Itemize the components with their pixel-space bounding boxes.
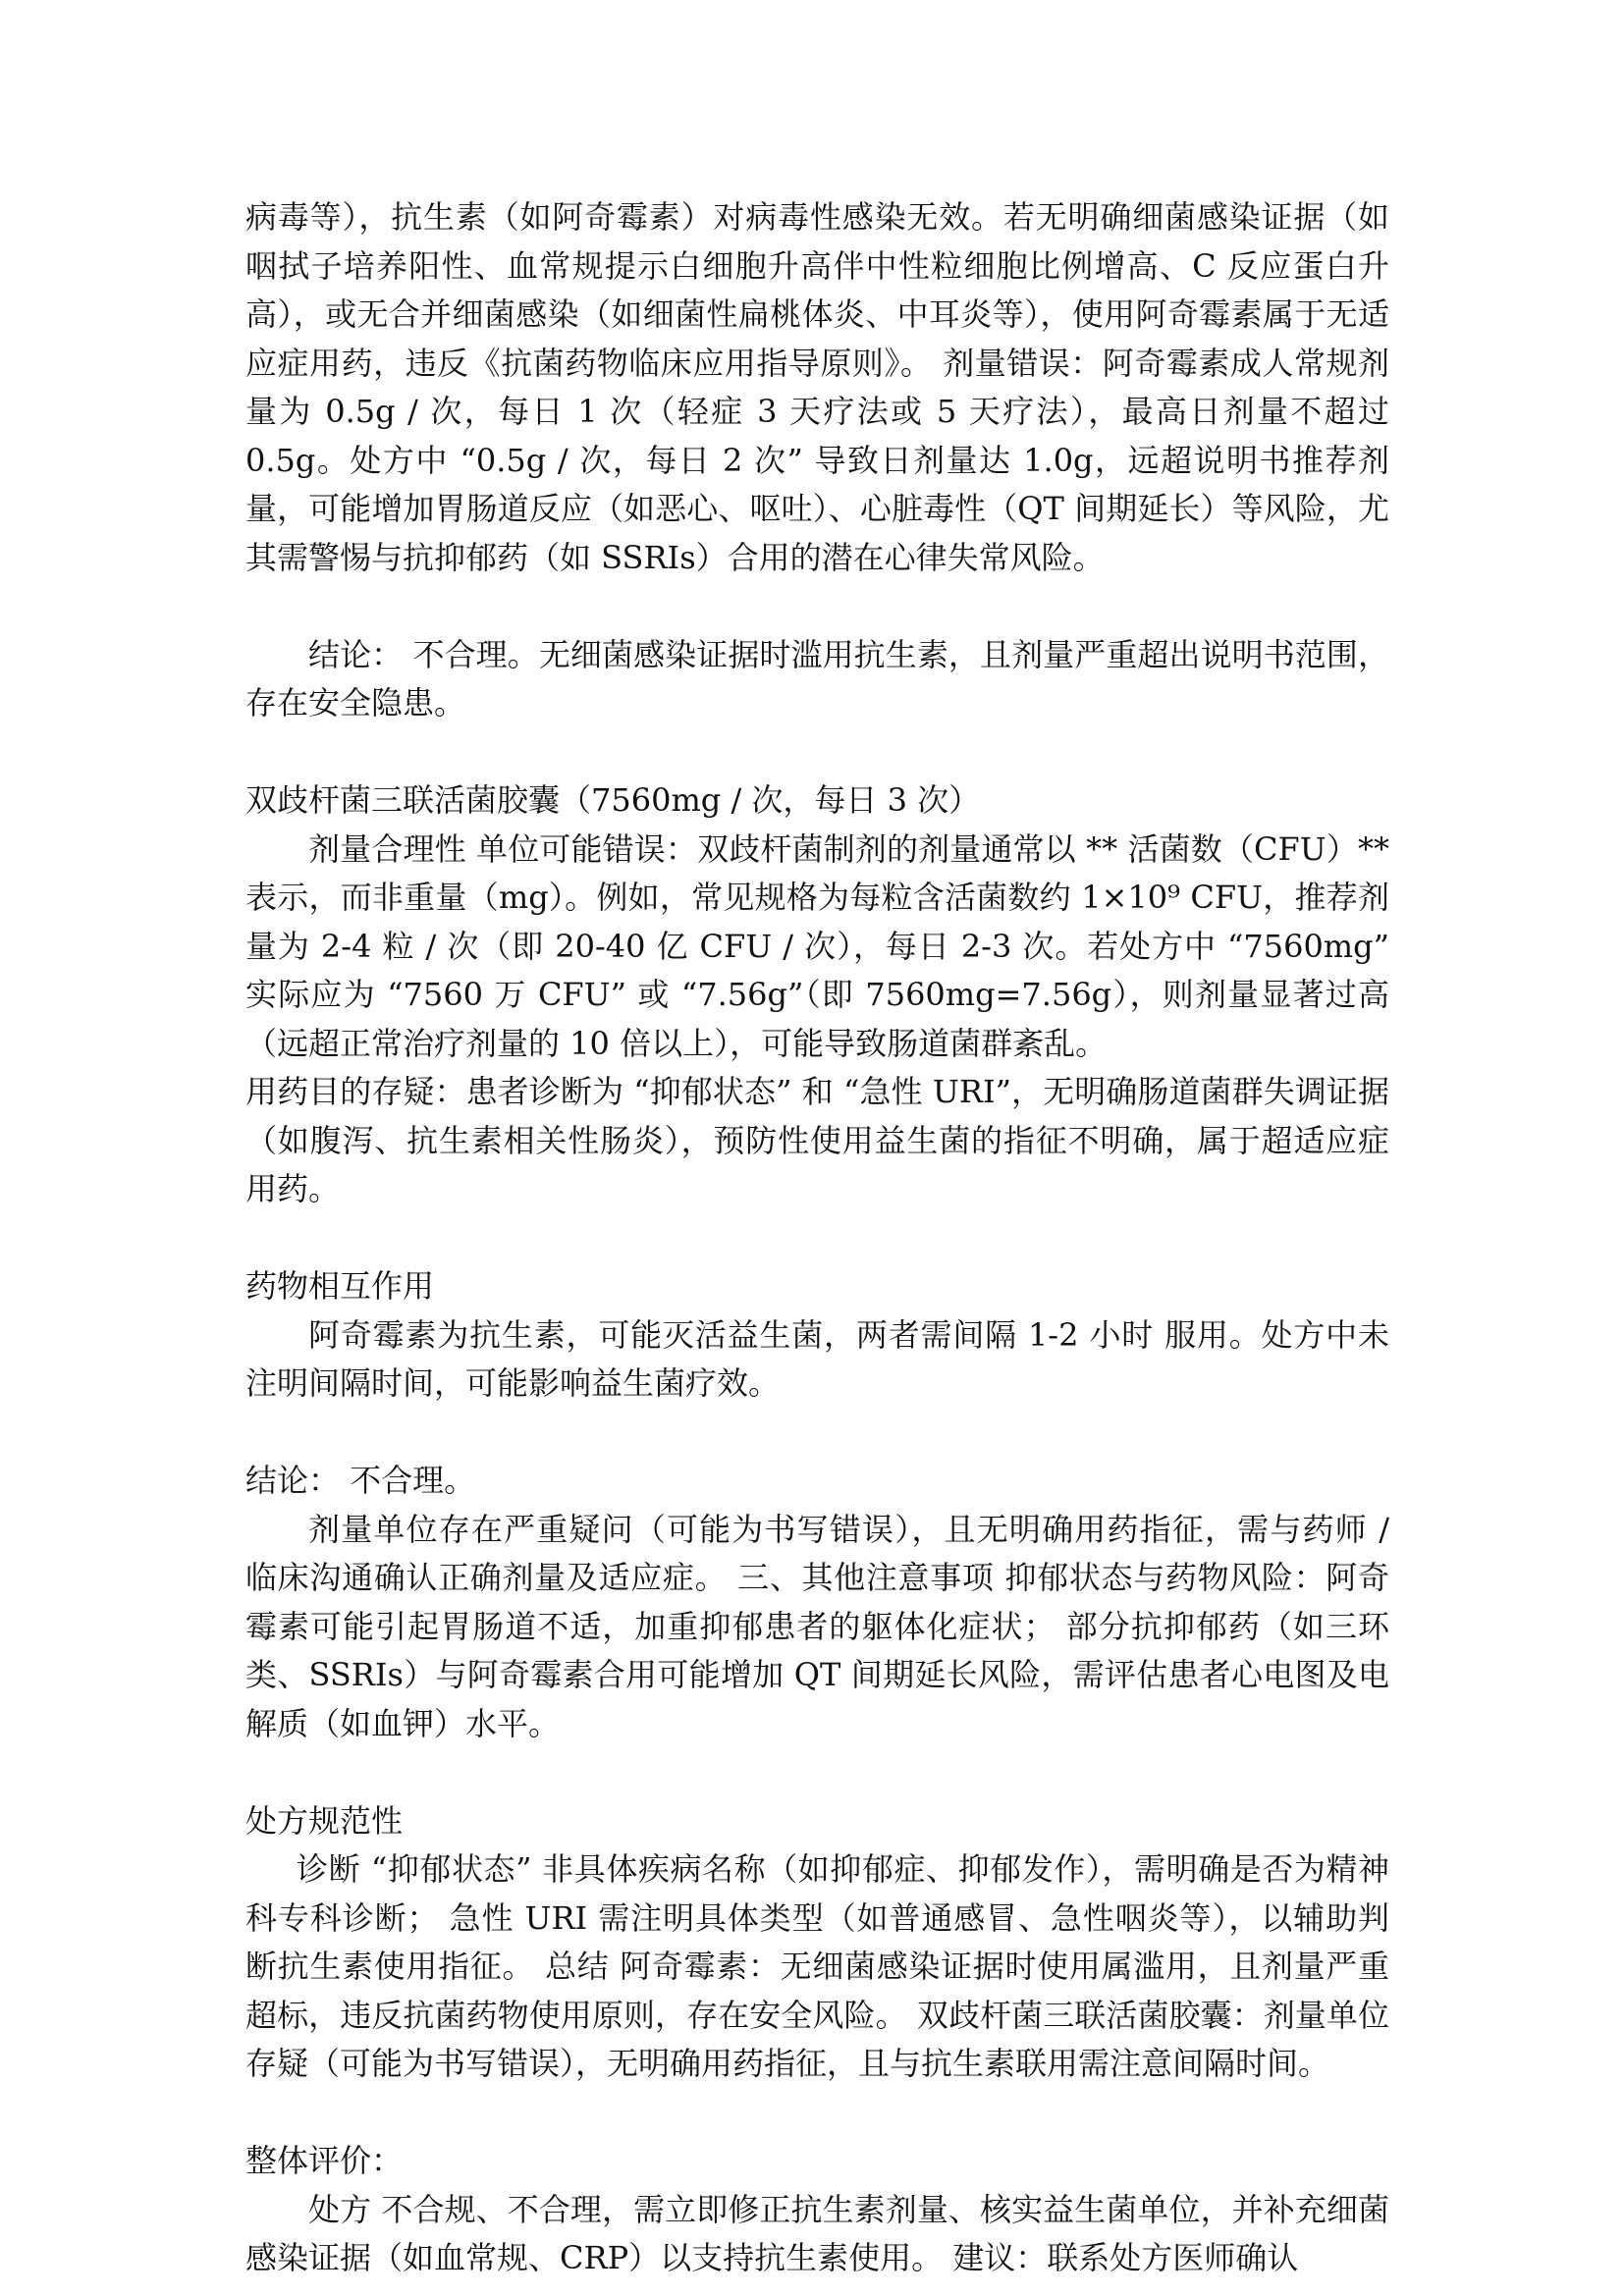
paragraph-diagnosis-standard: 诊断 “抑郁状态” 非具体疾病名称（如抑郁症、抑郁发作），需明确是否为精神科专科诊断； 急性 URI 需注明具体类型（如普通感冒、急性咽炎等），以辅助判断抗生素使用指征。 总结 阿奇霉素：无细菌感染证据时使用属滥用，且剂量严重超标，违反抗菌药物使用原则，存在安全风险。 双歧杆菌三联活菌胶囊：剂量单位存疑（可能为书写错误），无明确用药指征，且与抗生素联用需注意间隔时间。 (245, 1850, 1389, 2082)
section-heading-standard: 处方规范性 (245, 1801, 404, 1840)
paragraph-medication-purpose: 用药目的存疑：患者诊断为 “抑郁状态” 和 “急性 URI”，无明确肠道菌群失调证据（如腹泻、抗生素相关性肠炎），预防性使用益生菌的指征不明确，属于超适应症用药。 (245, 1073, 1389, 1207)
paragraph-interaction: 阿奇霉素为抗生素，可能灭活益生菌，两者需间隔 1-2 小时 服用。处方中未注明间隔时间，可能影响益生菌疗效。 (245, 1315, 1389, 1402)
paragraph-gap (245, 1214, 1389, 1263)
paragraph-gap (245, 582, 1389, 631)
paragraph-conclusion-2: 结论： 不合理。 (245, 1462, 476, 1499)
document-body (245, 193, 1389, 2283)
section-heading-overall: 整体评价： (245, 2142, 404, 2179)
paragraph-dosage-doubt: 剂量单位存在严重疑问（可能为书写错误），且无明确用药指征，需与药师 / 临床沟通确认正确剂量及适应症。 三、其他注意事项 抑郁状态与药物风险：阿奇霉素可能引起胃肠道不适，加重抑郁患者的躯体化症状； 部分抗抑郁药（如三环类、SSRIs）与阿奇霉素合用可能增加 QT 间期延长风险，需评估患者心电图及电解质（如血钾）水平。 (245, 1510, 1389, 1742)
paragraph-gap (245, 728, 1389, 777)
paragraph-gap (245, 2089, 1389, 2138)
paragraph-dosage-rationality: 剂量合理性 单位可能错误：双歧杆菌制剂的剂量通常以 ** 活菌数（CFU）** 表示，而非重量（mg）。例如，常见规格为每粒含活菌数约 1×10⁹ CFU，推荐剂量为 2-4 粒 / 次（即 20-40 亿 CFU / 次），每日 2-3 次。若处方中 “7560mg” 实际应为 “7560 万 CFU” 或 “7.56g”（即 7560mg=7.56g），则剂量显著过高（远超正常治疗剂量的 10 倍以上），可能导致肠道菌群紊乱。 (245, 829, 1389, 1062)
paragraph-gap (245, 1409, 1389, 1458)
paragraph-overall-evaluation: 处方 不合规、不合理，需立即修正抗生素剂量、核实益生菌单位，并补充细菌感染证据（如血常规、CRP）以支持抗生素使用。 建议：联系处方医师确认 (245, 2190, 1389, 2276)
paragraph-conclusion-1: 结论： 不合理。无细菌感染证据时滥用抗生素，且剂量严重超出说明书范围，存在安全隐患。 (245, 635, 1389, 721)
section-heading-probiotic: 双歧杆菌三联活菌胶囊（7560mg / 次，每日 3 次） (245, 781, 981, 819)
paragraph-gap (245, 1748, 1389, 1797)
section-heading-interaction: 药物相互作用 (245, 1267, 435, 1305)
paragraph-antibiotic-analysis: 病毒等），抗生素（如阿奇霉素）对病毒性感染无效。若无明确细菌感染证据（如咽拭子培养阳性、血常规提示白细胞升高伴中性粒细胞比例增高、C 反应蛋白升高），或无合并细菌感染（如细菌性扁桃体炎、中耳炎等），使用阿奇霉素属于无适应症用药，违反《抗菌药物临床应用指导原则》。 剂量错误：阿奇霉素成人常规剂量为 0.5g / 次，每日 1 次（轻症 3 天疗法或 5 天疗法），最高日剂量不超过 0.5g。处方中 “0.5g / 次，每日 2 次” 导致日剂量达 1.0g，远超说明书推荐剂量，可能增加胃肠道反应（如恶心、呕吐）、心脏毒性（QT 间期延长）等风险，尤其需警惕与抗抑郁药（如 SSRIs）合用的潜在心律失常风险。 (245, 198, 1389, 576)
